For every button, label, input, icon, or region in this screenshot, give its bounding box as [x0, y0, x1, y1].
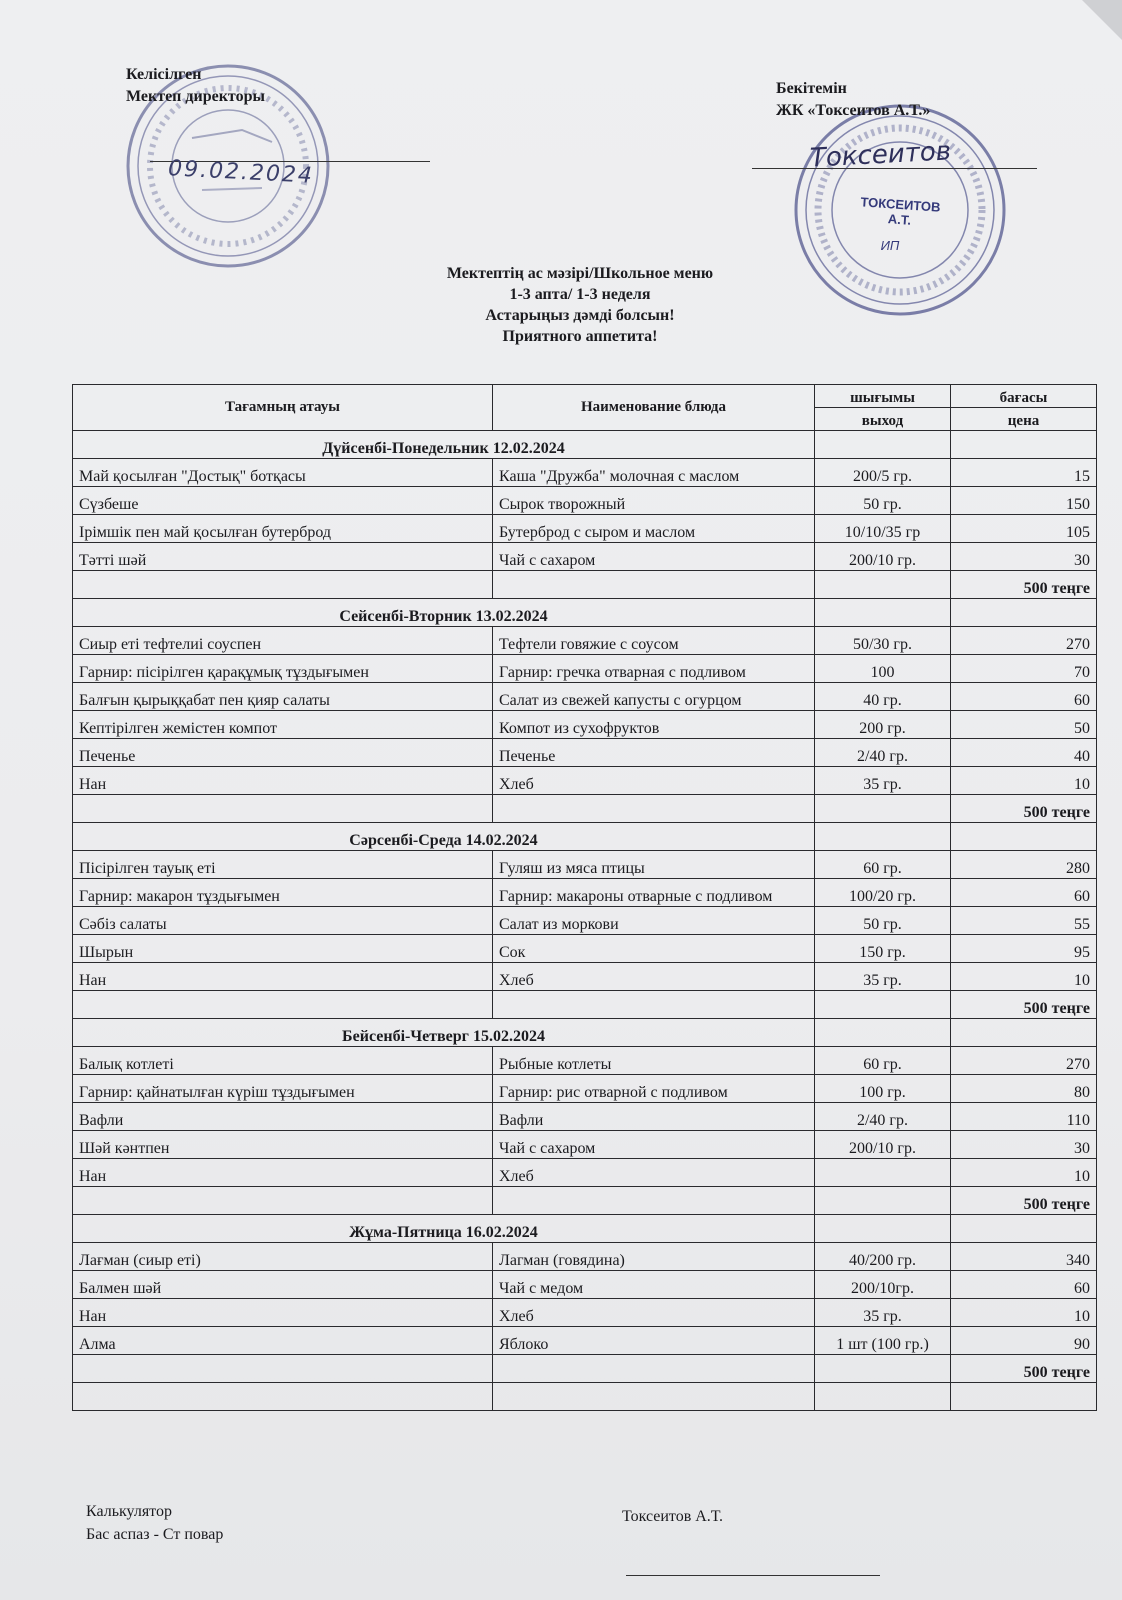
dish-name-ru: Салат из моркови	[493, 907, 815, 935]
dish-name-kz: Балмен шәй	[73, 1271, 493, 1299]
menu-table-container	[72, 384, 1096, 1411]
dish-name-kz: Балық котлеті	[73, 1047, 493, 1075]
table-row	[73, 907, 1097, 935]
total-row-empty-cell	[493, 795, 815, 823]
table-row	[73, 711, 1097, 739]
dish-price: 55	[951, 907, 1097, 935]
total-row-empty-cell	[815, 1187, 951, 1215]
dish-price: 270	[951, 1047, 1097, 1075]
dish-name-ru: Хлеб	[493, 963, 815, 991]
total-row-empty-cell	[493, 991, 815, 1019]
dish-name-ru: Лагман (говядина)	[493, 1243, 815, 1271]
dish-name-ru: Гарнир: макароны отварные с подливом	[493, 879, 815, 907]
day-row	[73, 599, 1097, 627]
dish-yield	[815, 1159, 951, 1187]
day-row-empty-cell	[951, 823, 1097, 851]
dish-yield: 2/40 гр.	[815, 739, 951, 767]
dish-name-ru: Чай с сахаром	[493, 543, 815, 571]
day-total: 500 теңге	[951, 795, 1097, 823]
total-row-empty-cell	[73, 1355, 493, 1383]
table-row	[73, 459, 1097, 487]
dish-name-kz: Алма	[73, 1327, 493, 1355]
table-row	[73, 1327, 1097, 1355]
day-row-empty-cell	[951, 599, 1097, 627]
dish-name-ru: Гуляш из мяса птицы	[493, 851, 815, 879]
table-row	[73, 1047, 1097, 1075]
table-row	[73, 1131, 1097, 1159]
footer-left-block	[86, 1500, 223, 1546]
dish-name-ru: Чай с сахаром	[493, 1131, 815, 1159]
day-label: Бейсенбі-Четверг 15.02.2024	[73, 1019, 815, 1047]
title-line-4: Приятного аппетита!	[502, 328, 658, 345]
total-row	[73, 1187, 1097, 1215]
dish-name-kz: Ірімшік пен май қосылған бутерброд	[73, 515, 493, 543]
menu-table-body	[73, 431, 1097, 1411]
dish-yield: 200 гр.	[815, 711, 951, 739]
dish-name-kz: Печенье	[73, 739, 493, 767]
dish-name-kz: Гарнир: макарон тұздығымен	[73, 879, 493, 907]
approval-right-line1: Бекітемін	[776, 80, 847, 97]
empty-cell	[73, 1383, 493, 1411]
table-row-empty	[73, 1383, 1097, 1411]
table-row	[73, 935, 1097, 963]
day-row	[73, 431, 1097, 459]
dish-yield: 200/10 гр.	[815, 1131, 951, 1159]
title-line-3: Астарыңыз дәмді болсын!	[485, 307, 675, 324]
dish-yield: 200/5 гр.	[815, 459, 951, 487]
menu-table	[72, 384, 1097, 1411]
approval-left-block	[126, 64, 265, 108]
dish-name-ru: Рыбные котлеты	[493, 1047, 815, 1075]
dish-price: 10	[951, 1299, 1097, 1327]
dish-name-kz: Сәбіз салаты	[73, 907, 493, 935]
day-row-empty-cell	[815, 1215, 951, 1243]
day-row-empty-cell	[951, 431, 1097, 459]
dish-name-kz: Гарнир: қайнатылған күріш тұздығымен	[73, 1075, 493, 1103]
dish-price: 10	[951, 963, 1097, 991]
empty-cell	[493, 1383, 815, 1411]
signature-line-right	[752, 168, 1037, 169]
dish-yield: 100	[815, 655, 951, 683]
table-row	[73, 1103, 1097, 1131]
header-name-ru: Наименование блюда	[493, 385, 815, 431]
dish-name-kz: Сиыр еті тефтелиі соуспен	[73, 627, 493, 655]
dish-name-ru: Чай с медом	[493, 1271, 815, 1299]
total-row-empty-cell	[73, 991, 493, 1019]
dish-name-kz: Нан	[73, 1159, 493, 1187]
dish-name-kz: Кептірілген жемістен компот	[73, 711, 493, 739]
table-row	[73, 487, 1097, 515]
dish-name-ru: Сок	[493, 935, 815, 963]
dish-price: 30	[951, 1131, 1097, 1159]
dish-price: 10	[951, 767, 1097, 795]
day-total: 500 теңге	[951, 1355, 1097, 1383]
total-row	[73, 1355, 1097, 1383]
table-row	[73, 627, 1097, 655]
table-row	[73, 1075, 1097, 1103]
total-row	[73, 991, 1097, 1019]
table-row	[73, 515, 1097, 543]
dish-name-ru: Хлеб	[493, 767, 815, 795]
dish-name-ru: Бутерброд с сыром и маслом	[493, 515, 815, 543]
dish-price: 60	[951, 879, 1097, 907]
footer-calculator-label: Калькулятор	[86, 1503, 172, 1520]
dish-name-kz: Нан	[73, 1299, 493, 1327]
day-row-empty-cell	[815, 431, 951, 459]
handwritten-signature: Токсеитов	[809, 136, 952, 174]
day-label: Дүйсенбі-Понедельник 12.02.2024	[73, 431, 815, 459]
table-row	[73, 543, 1097, 571]
approval-right-block	[776, 78, 930, 122]
dish-name-kz: Нан	[73, 963, 493, 991]
dish-name-ru: Компот из сухофруктов	[493, 711, 815, 739]
dish-yield: 50 гр.	[815, 907, 951, 935]
day-row	[73, 823, 1097, 851]
day-total: 500 теңге	[951, 991, 1097, 1019]
dish-yield: 40 гр.	[815, 683, 951, 711]
dish-yield: 200/10гр.	[815, 1271, 951, 1299]
dish-name-ru: Хлеб	[493, 1299, 815, 1327]
day-label: Сейсенбі-Вторник 13.02.2024	[73, 599, 815, 627]
day-row	[73, 1019, 1097, 1047]
page-corner-fold	[1082, 0, 1122, 40]
day-label: Жұма-Пятница 16.02.2024	[73, 1215, 815, 1243]
header-yield-ru: выход	[815, 408, 951, 431]
dish-name-ru: Салат из свежей капусты с огурцом	[493, 683, 815, 711]
dish-yield: 60 гр.	[815, 1047, 951, 1075]
title-line-1: Мектептің ас мәзірі/Школьное меню	[446, 265, 714, 282]
table-row	[73, 879, 1097, 907]
dish-yield: 10/10/35 гр	[815, 515, 951, 543]
dish-name-kz: Вафли	[73, 1103, 493, 1131]
day-total: 500 теңге	[951, 571, 1097, 599]
dish-yield: 50 гр.	[815, 487, 951, 515]
dish-name-ru: Каша "Дружба" молочная с маслом	[493, 459, 815, 487]
table-row	[73, 1299, 1097, 1327]
dish-name-kz: Пісірілген тауық еті	[73, 851, 493, 879]
dish-name-ru: Гарнир: рис отварной с подливом	[493, 1075, 815, 1103]
dish-price: 60	[951, 1271, 1097, 1299]
dish-name-kz: Лағман (сиыр еті)	[73, 1243, 493, 1271]
day-row-empty-cell	[951, 1019, 1097, 1047]
dish-yield: 100 гр.	[815, 1075, 951, 1103]
footer-signature-line	[626, 1575, 880, 1576]
dish-yield: 200/10 гр.	[815, 543, 951, 571]
dish-yield: 35 гр.	[815, 963, 951, 991]
dish-yield: 2/40 гр.	[815, 1103, 951, 1131]
dish-price: 105	[951, 515, 1097, 543]
footer-signer-name: Токсеитов А.Т.	[622, 1508, 723, 1525]
total-row-empty-cell	[815, 795, 951, 823]
total-row-empty-cell	[815, 991, 951, 1019]
dish-yield: 35 гр.	[815, 767, 951, 795]
table-row	[73, 851, 1097, 879]
total-row	[73, 571, 1097, 599]
total-row-empty-cell	[73, 795, 493, 823]
handwritten-date: 09.02.2024	[167, 156, 315, 189]
title-line-2: 1-3 апта/ 1-3 неделя	[509, 286, 651, 303]
dish-yield: 60 гр.	[815, 851, 951, 879]
day-total: 500 теңге	[951, 1187, 1097, 1215]
total-row-empty-cell	[815, 571, 951, 599]
dish-name-ru: Печенье	[493, 739, 815, 767]
day-row-empty-cell	[951, 1215, 1097, 1243]
day-row-empty-cell	[815, 1019, 951, 1047]
dish-yield: 50/30 гр.	[815, 627, 951, 655]
header-price-kz: бағасы	[951, 385, 1097, 408]
dish-price: 30	[951, 543, 1097, 571]
dish-name-ru: Вафли	[493, 1103, 815, 1131]
seal-center-name: ТОКСЕИТОВ А.Т.	[860, 194, 941, 228]
day-row	[73, 1215, 1097, 1243]
dish-price: 270	[951, 627, 1097, 655]
dish-name-ru: Яблоко	[493, 1327, 815, 1355]
header-name-kz: Тағамның атауы	[73, 385, 493, 431]
day-row-empty-cell	[815, 599, 951, 627]
footer-chef-label: Бас аспаз - Ст повар	[86, 1526, 224, 1543]
dish-yield: 35 гр.	[815, 1299, 951, 1327]
dish-name-kz: Сүзбеше	[73, 487, 493, 515]
header-price-ru: цена	[951, 408, 1097, 431]
dish-price: 340	[951, 1243, 1097, 1271]
table-row	[73, 1243, 1097, 1271]
dish-price: 70	[951, 655, 1097, 683]
dish-name-ru: Хлеб	[493, 1159, 815, 1187]
total-row-empty-cell	[493, 1187, 815, 1215]
table-header-row-1	[73, 385, 1097, 408]
dish-price: 15	[951, 459, 1097, 487]
empty-cell	[951, 1383, 1097, 1411]
dish-price: 80	[951, 1075, 1097, 1103]
table-row	[73, 767, 1097, 795]
dish-price: 60	[951, 683, 1097, 711]
dish-price: 110	[951, 1103, 1097, 1131]
total-row-empty-cell	[73, 571, 493, 599]
total-row-empty-cell	[493, 1355, 815, 1383]
table-row	[73, 1159, 1097, 1187]
dish-yield: 40/200 гр.	[815, 1243, 951, 1271]
header-yield-kz: шығымы	[815, 385, 951, 408]
approval-right-line2: ЖК «Токсеитов А.Т.»	[776, 102, 931, 119]
table-row	[73, 963, 1097, 991]
dish-name-kz: Балғын қырыққабат пен қияр салаты	[73, 683, 493, 711]
table-row	[73, 655, 1097, 683]
table-row	[73, 683, 1097, 711]
day-row-empty-cell	[815, 823, 951, 851]
dish-price: 150	[951, 487, 1097, 515]
dish-name-kz: Нан	[73, 767, 493, 795]
dish-price: 50	[951, 711, 1097, 739]
dish-name-ru: Тефтели говяжие с соусом	[493, 627, 815, 655]
total-row	[73, 795, 1097, 823]
seal-center-sub: ИП	[880, 238, 900, 253]
dish-price: 10	[951, 1159, 1097, 1187]
dish-name-ru: Гарнир: гречка отварная с подливом	[493, 655, 815, 683]
total-row-empty-cell	[493, 571, 815, 599]
dish-price: 280	[951, 851, 1097, 879]
dish-price: 90	[951, 1327, 1097, 1355]
table-row	[73, 739, 1097, 767]
day-label: Сәрсенбі-Среда 14.02.2024	[73, 823, 815, 851]
document-title	[330, 263, 830, 347]
dish-name-kz: Май қосылған "Достық" ботқасы	[73, 459, 493, 487]
dish-name-kz: Шырын	[73, 935, 493, 963]
dish-yield: 100/20 гр.	[815, 879, 951, 907]
dish-yield: 1 шт (100 гр.)	[815, 1327, 951, 1355]
approval-left-line1: Келісілген	[126, 66, 202, 83]
dish-name-kz: Тәтті шәй	[73, 543, 493, 571]
dish-name-ru: Сырок творожный	[493, 487, 815, 515]
table-row	[73, 1271, 1097, 1299]
dish-price: 40	[951, 739, 1097, 767]
total-row-empty-cell	[815, 1355, 951, 1383]
total-row-empty-cell	[73, 1187, 493, 1215]
empty-cell	[815, 1383, 951, 1411]
approval-left-line2: Мектеп директоры	[126, 88, 265, 105]
dish-name-kz: Гарнир: пісірілген қарақұмық тұздығымен	[73, 655, 493, 683]
dish-name-kz: Шәй кәнтпен	[73, 1131, 493, 1159]
dish-yield: 150 гр.	[815, 935, 951, 963]
dish-price: 95	[951, 935, 1097, 963]
